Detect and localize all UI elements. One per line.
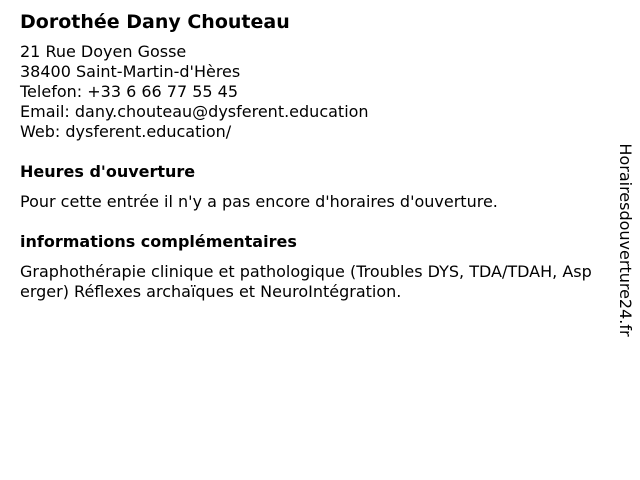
site-watermark: Horairesdouverture24.fr	[616, 143, 635, 337]
phone-line: Telefon: +33 6 66 77 55 45	[20, 82, 239, 101]
entry-card	[20, 10, 592, 302]
address-city: 38400 Saint-Martin-d'Hères	[20, 62, 241, 81]
address-street: 21 Rue Doyen Gosse	[20, 42, 187, 61]
opening-hours-text: Pour cette entrée il n'y a pas encore d'horaires d'ouverture.	[20, 192, 498, 211]
opening-hours-heading: Heures d'ouverture	[20, 162, 196, 181]
entry-name: Dorothée Dany Chouteau	[20, 11, 290, 33]
email-line: Email: dany.chouteau@dysferent.education	[20, 102, 369, 121]
additional-info-heading: informations complémentaires	[20, 232, 297, 251]
web-line: Web: dysferent.education/	[20, 122, 232, 141]
additional-info-text: Graphothérapie clinique et pathologique (Troubles DYS, TDA/TDAH, Asperger) Réflexes archaïques et NeuroIntégration.	[20, 262, 592, 301]
